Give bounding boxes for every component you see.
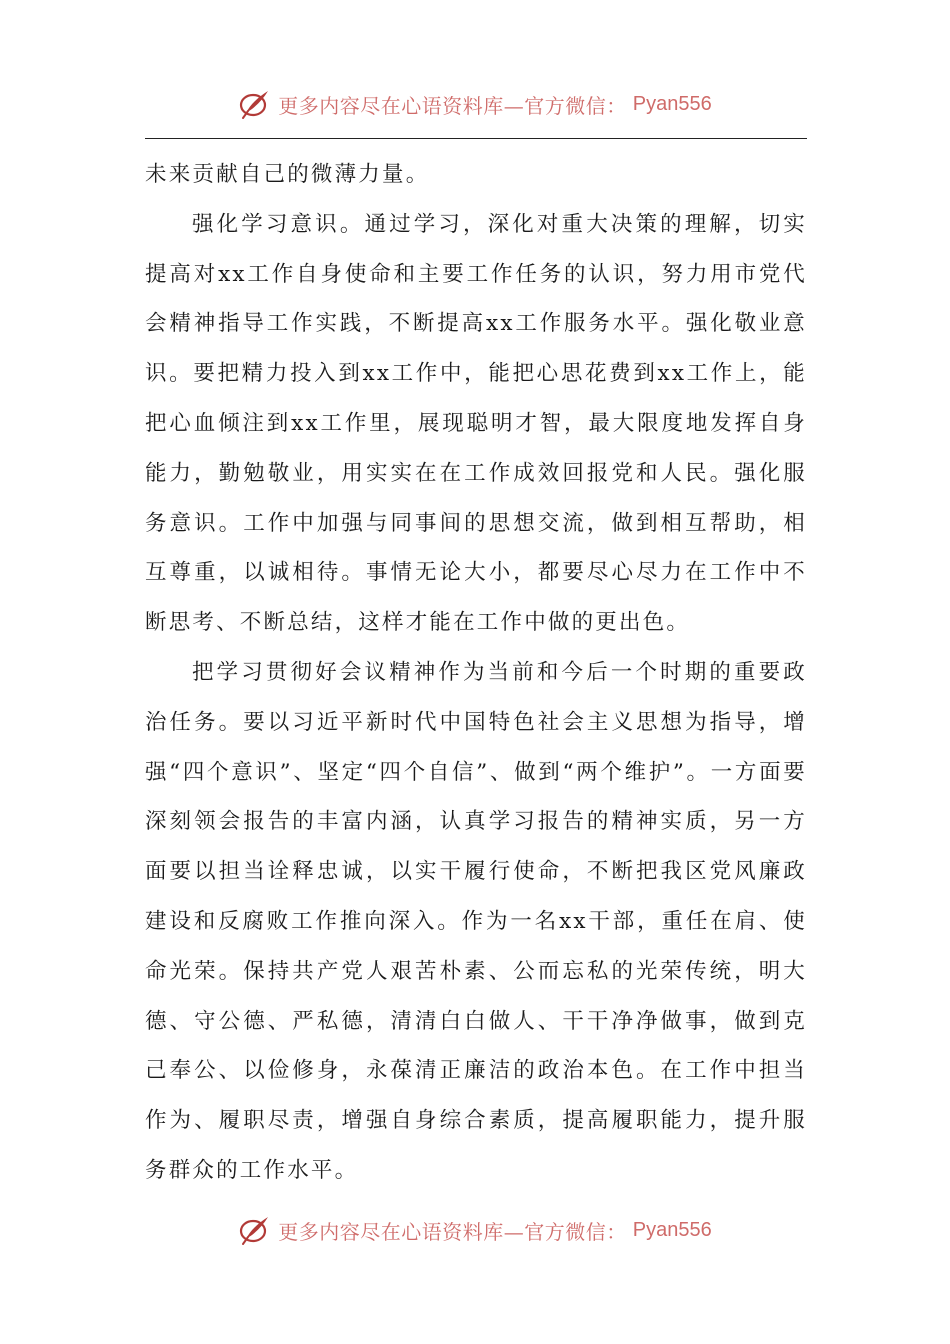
footer-banner	[0, 1208, 950, 1252]
header-banner-wechat-id: Pyan556	[632, 92, 712, 115]
footer-banner-text: 更多内容尽在心语资料库—官方微信：	[278, 1219, 627, 1244]
quill-logo-icon	[238, 87, 272, 121]
header-banner-text: 更多内容尽在心语资料库—官方微信：	[278, 93, 627, 118]
footer-banner-wechat-id: Pyan556	[632, 1218, 712, 1241]
header-banner	[0, 82, 950, 126]
paragraph-political-task: 把学习贯彻好会议精神作为当前和今后一个时期的重要政治任务。要以习近平新时代中国特色社会主义思想为指导，增强“四个意识”、坚定“四个自信”、做到“两个维护”。一方面要深刻领会报告的丰富内涵，认真学习报告的精神实质，另一方面要以担当诠释忠诚，以实干履行使命，不断把我区党风廉政建设和反腐败工作推向深入。作为一名xx干部，重任在肩、使命光荣。保持共产党人艰苦朴素、公而忘私的光荣传统，明大德、守公德、严私德，清清白白做人、干干净净做事，做到克己奉公、以俭修身，永葆清正廉洁的政治本色。在工作中担当作为、履职尽责，增强自身综合素质，提高履职能力，提升服务群众的工作水平。	[145, 659, 807, 1183]
header-divider	[145, 138, 807, 139]
paragraph-awareness: 强化学习意识。通过学习，深化对重大决策的理解，切实提高对xx工作自身使命和主要工作任务的认识，努力用市党代会精神指导工作实践，不断提高xx工作服务水平。强化敬业意识。要把精力投入到xx工作中，能把心思花费到xx工作上，能把心血倾注到xx工作里，展现聪明才智，最大限度地发挥自身能力，勤勉敬业，用实实在在工作成效回报党和人民。强化服务意识。工作中加强与同事间的思想交流，做到相互帮助，相互尊重，以诚相待。事情无论大小，都要尽心尽力在工作中不断思考、不断总结，这样才能在工作中做的更出色。	[145, 211, 807, 636]
document-body	[145, 150, 807, 1196]
paragraph-continuation: 未来贡献自己的微薄力量。	[145, 162, 430, 187]
quill-logo-icon	[238, 1213, 272, 1247]
